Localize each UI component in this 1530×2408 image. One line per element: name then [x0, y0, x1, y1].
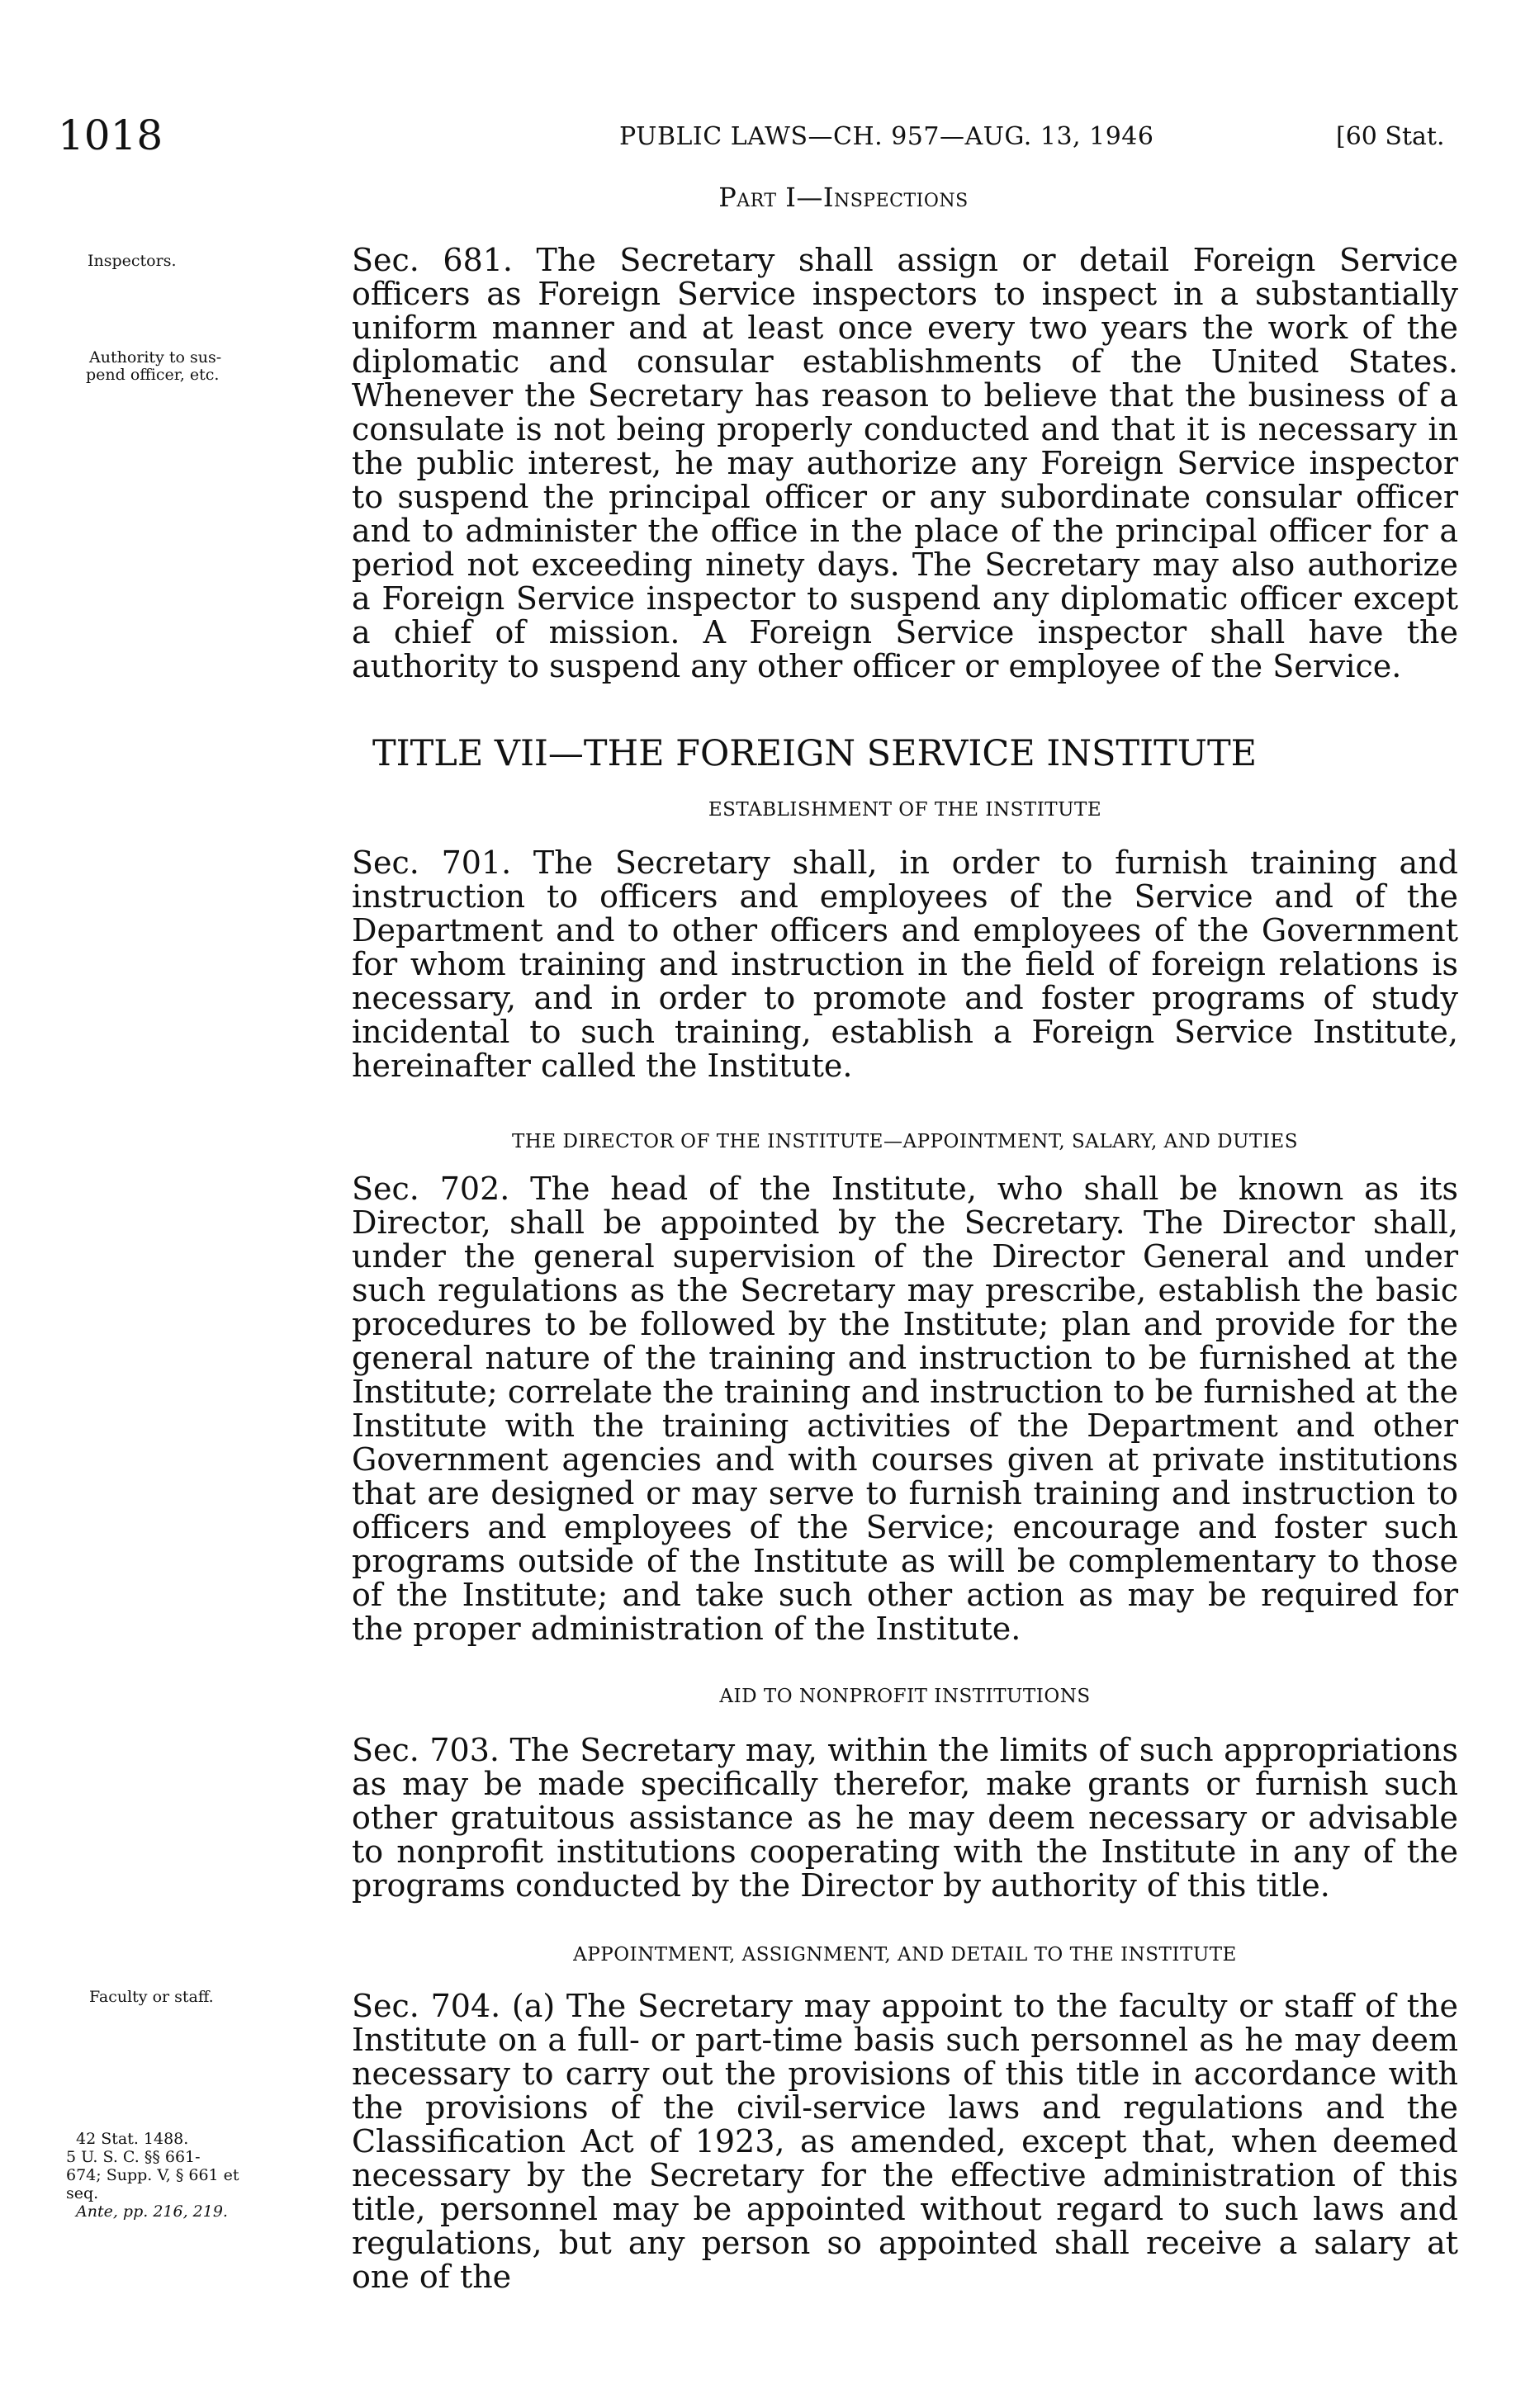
- section-681: Sec. 681. The Secretary shall assign or detail Foreign Service officers as Foreign Service inspectors to inspect in a substantially uniform manner and at least once every two years the work of the diplomatic and consular establishments of the United States. Whenever the Secretary has reason to believe that the business of a consulate is not being properly conducted and that it is necessary in the public interest, he may authorize any Foreign Service inspector to suspend the principal officer or any subordinate consular officer and to administer the office in the place of the principal officer for a period not exceeding ninety days. The Secretary may also authorize a Foreign Service inspector to suspend any diplomatic officer except a chief of mission. A Foreign Service inspector shall have the authority to suspend any other officer or employee of the Service.: [352, 242, 1458, 684]
- running-title: PUBLIC LAWS—CH. 957—AUG. 13, 1946: [619, 122, 1154, 151]
- margin-note-inspectors: Inspectors.: [88, 252, 177, 270]
- margin-note-citation-3: 674; Supp. V, § 661 et: [66, 2166, 239, 2184]
- title-heading: TITLE VII—THE FOREIGN SERVICE INSTITUTE: [372, 733, 1258, 774]
- section-701-heading: ESTABLISHMENT OF THE INSTITUTE: [708, 799, 1102, 821]
- part-heading: Part I—Inspections: [718, 182, 969, 213]
- margin-note-citation-5: Ante, pp. 216, 219.: [76, 2202, 228, 2221]
- volume-reference: [60 Stat.: [1336, 122, 1445, 151]
- section-702-heading: THE DIRECTOR OF THE INSTITUTE—APPOINTMENT, SALARY, AND DUTIES: [512, 1131, 1298, 1152]
- section-703: Sec. 703. The Secretary may, within the limits of such appropriations as may be made specifically therefor, make grants or furnish such other gratuitous assistance as he may deem necessary or advisable to nonprofit institutions cooperating with the Institute in any of the programs conducted by the Director by authority of this title.: [352, 1732, 1458, 1904]
- section-702: Sec. 702. The head of the Institute, who shall be known as its Director, shall be appointed by the Secretary. The Director shall, under the general supervision of the Director General and under such regulations as the Secretary may prescribe, establish the basic procedures to be followed by the Institute; plan and provide for the general nature of the training and instruction to be furnished at the Institute; correlate the training and instruction to be furnished at the Institute with the training activities of the Department and other Government agencies and with courses given at private institutions that are designed or may serve to furnish training and instruction to officers and employees of the Service; encourage and foster such programs outside of the Institute as will be complementary to those of the Institute; and take such other action as may be required for the proper administration of the Institute.: [352, 1171, 1458, 1647]
- margin-note-citation-2: 5 U. S. C. §§ 661-: [66, 2148, 201, 2166]
- section-701: Sec. 701. The Secretary shall, in order to furnish training and instruction to officers and employees of the Service and of the Department and to other officers and employees of the Government for whom training and instruction in the field of foreign relations is necessary, and in order to promote and foster programs of study incidental to such training, establish a Foreign Service Institute, hereinafter called the Institute.: [352, 844, 1458, 1084]
- margin-note-faculty: Faculty or staff.: [89, 1988, 214, 2006]
- margin-note-citation-4: seq.: [66, 2184, 99, 2202]
- section-704: Sec. 704. (a) The Secretary may appoint to the faculty or staff of the Institute on a full- or part-time basis such personnel as he may deem necessary to carry out the provisions of this title in accordance with the provisions of the civil-service laws and regulations and the Classification Act of 1923, as amended, except that, when deemed necessary by the Secretary for the effective administration of this title, personnel may be appointed without regard to such laws and regulations, but any person so appointed shall receive a salary at one of the: [352, 1988, 1458, 2295]
- margin-note-authority-line1: Authority to sus-: [89, 348, 222, 367]
- section-703-heading: AID TO NONPROFIT INSTITUTIONS: [719, 1686, 1091, 1707]
- page-number: 1018: [58, 111, 163, 159]
- section-704-heading: APPOINTMENT, ASSIGNMENT, AND DETAIL TO THE INSTITUTE: [573, 1944, 1237, 1966]
- margin-note-citation-1: 42 Stat. 1488.: [76, 2130, 189, 2148]
- margin-note-authority-line2: pend officer, etc.: [86, 366, 220, 384]
